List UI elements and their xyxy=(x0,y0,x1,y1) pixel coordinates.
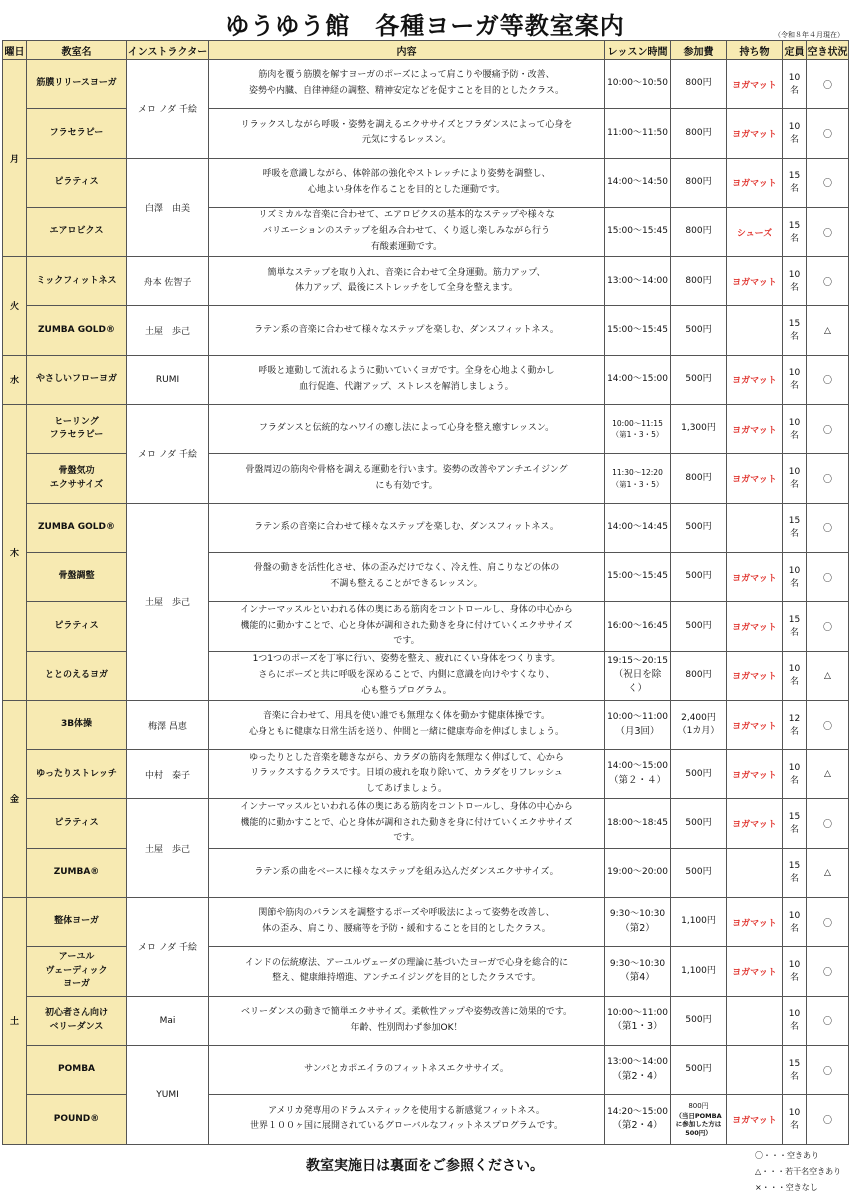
class-description: インナーマッスルといわれる体の奥にある筋肉をコントロールし、身体の中心から 機能的に動かすことで、心と身体が調和された動きを身に付けていくエクササイズ です。 xyxy=(209,799,605,848)
availability-mark: 〇 xyxy=(807,257,849,306)
items-to-bring: ヨガマット xyxy=(727,158,783,207)
availability-mark: △ xyxy=(807,750,849,799)
fee-cell xyxy=(671,996,727,1045)
capacity: 15名 xyxy=(783,306,807,355)
availability-mark: 〇 xyxy=(807,602,849,651)
instructor-name: YUMI xyxy=(127,1045,209,1144)
class-name: ヒーリング フラセラピー xyxy=(27,405,127,454)
fee-cell xyxy=(671,651,727,700)
items-to-bring: ヨガマット xyxy=(727,1095,783,1144)
class-description: 筋肉を覆う筋膜を解すヨーガのポーズによって肩こりや腰痛予防・改善、 姿勢や内臓、自律神経の調整、精神安定などを促すことを目的としたクラス。 xyxy=(209,60,605,109)
items-to-bring: ヨガマット xyxy=(727,405,783,454)
capacity: 10名 xyxy=(783,651,807,700)
availability-mark: 〇 xyxy=(807,207,849,256)
lesson-time-note: （祝日を除く） xyxy=(613,669,662,695)
fee-value: 2,400円 xyxy=(681,712,716,723)
capacity: 10名 xyxy=(783,405,807,454)
fee-value: 800円 xyxy=(685,78,712,89)
capacity: 10名 xyxy=(783,60,807,109)
lesson-time-value: 10:00〜11:00 xyxy=(607,712,668,723)
class-description: インナーマッスルといわれる体の奥にある筋肉をコントロールし、身体の中心から 機能的に動かすことで、心と身体が調和された動きを身に付けていくエクササイズ です。 xyxy=(209,602,605,651)
fee-cell xyxy=(671,552,727,601)
lesson-time-value: 15:00〜15:45 xyxy=(607,571,668,582)
instructor-name: 土屋 歩己 xyxy=(127,306,209,355)
class-description: ベリーダンスの動きで簡単エクササイズ。柔軟性アップや姿勢改善に効果的です。 年齢、性別問わず参加OK！ xyxy=(209,996,605,1045)
capacity: 10名 xyxy=(783,947,807,996)
fee-note: （1カ月） xyxy=(677,726,720,736)
fee-value: 800円 xyxy=(685,226,712,237)
class-name: ZUMBA GOLD® xyxy=(27,503,127,552)
class-description: 呼吸と連動して流れるように動いていくヨガです。全身を心地よく動かし 血行促進、代謝アップ、ストレスを解消しましょう。 xyxy=(209,355,605,404)
items-to-bring: ヨガマット xyxy=(727,799,783,848)
header-day: 曜日 xyxy=(3,41,27,60)
lesson-time xyxy=(605,898,671,947)
lesson-time xyxy=(605,848,671,897)
class-description: 骨盤の動きを活性化させ、体の歪みだけでなく、冷え性、肩こりなどの体の 不調も整えることができるレッスン。 xyxy=(209,552,605,601)
fee-cell xyxy=(671,257,727,306)
availability-mark: 〇 xyxy=(807,355,849,404)
class-name: ピラティス xyxy=(27,602,127,651)
class-description: 簡単なステップを取り入れ、音楽に合わせて全身運動。筋力アップ、 体力アップ、最後にストレッチをして全身を整えます。 xyxy=(209,257,605,306)
class-name: 3B体操 xyxy=(27,700,127,749)
class-description: フラダンスと伝統的なハワイの癒し法によって心身を整え癒すレッスン。 xyxy=(209,405,605,454)
capacity: 10名 xyxy=(783,355,807,404)
fee-cell xyxy=(671,1045,727,1094)
lesson-time xyxy=(605,257,671,306)
schedule-table xyxy=(2,40,849,1145)
fee-value: 1,100円 xyxy=(681,916,716,927)
instructor-name: メロ ノダ 千絵 xyxy=(127,405,209,504)
class-name: 骨盤調整 xyxy=(27,552,127,601)
table-row xyxy=(3,306,849,355)
capacity: 10名 xyxy=(783,257,807,306)
capacity: 15名 xyxy=(783,158,807,207)
as-of-date: （令和８年４月現在） xyxy=(774,31,844,39)
table-row xyxy=(3,700,849,749)
instructor-name: 中村 泰子 xyxy=(127,750,209,799)
class-description: ゆったりとした音楽を聴きながら、カラダの筋肉を無理なく伸ばして、心から リラックスするクラスです。日頃の疲れを取り除いて、カラダをリフレッシュ してあげましょう。 xyxy=(209,750,605,799)
fee-cell xyxy=(671,700,727,749)
lesson-time-value: 13:00〜14:00 xyxy=(607,275,668,286)
lesson-time xyxy=(605,1095,671,1144)
lesson-time xyxy=(605,947,671,996)
table-row xyxy=(3,898,849,947)
items-to-bring: ヨガマット xyxy=(727,651,783,700)
lesson-time xyxy=(605,109,671,158)
items-to-bring xyxy=(727,503,783,552)
class-name: ゆったりストレッチ xyxy=(27,750,127,799)
lesson-time xyxy=(605,355,671,404)
lesson-time-value: 11:30〜12:20 xyxy=(612,468,663,478)
availability-mark: 〇 xyxy=(807,1045,849,1094)
lesson-time-value: 10:00〜11:00 xyxy=(607,1007,668,1018)
class-name: ピラティス xyxy=(27,158,127,207)
availability-mark: 〇 xyxy=(807,898,849,947)
instructor-name: 梅澤 昌恵 xyxy=(127,700,209,749)
lesson-time-note: （月3回） xyxy=(615,725,660,737)
availability-mark: 〇 xyxy=(807,996,849,1045)
header-lesson-time: レッスン時間 xyxy=(605,41,671,60)
class-description: インドの伝統療法、アーユルヴェーダの理論に基づいたヨーガで心身を総合的に 整え、健康維持増進、アンチエイジングを目的としたクラスです。 xyxy=(209,947,605,996)
instructor-name: 白澤 由美 xyxy=(127,158,209,257)
items-to-bring: ヨガマット xyxy=(727,750,783,799)
fee-value: 800円 xyxy=(688,1102,709,1111)
capacity: 15名 xyxy=(783,1045,807,1094)
lesson-time-note: （第1・3） xyxy=(612,1021,663,1033)
fee-value: 500円 xyxy=(685,1015,712,1026)
lesson-time xyxy=(605,503,671,552)
lesson-time-value: 19:15〜20:15 xyxy=(607,655,668,666)
fee-cell xyxy=(671,355,727,404)
lesson-time xyxy=(605,158,671,207)
header-availability: 空き状況 xyxy=(807,41,849,60)
lesson-time xyxy=(605,799,671,848)
class-description: リズミカルな音楽に合わせて、エアロビクスの基本的なステップや様々な バリエーションのステップを組み合わせて、くり返し楽しみながら行う 有酸素運動です。 xyxy=(209,207,605,256)
items-to-bring xyxy=(727,848,783,897)
table-row xyxy=(3,405,849,454)
day-cell: 水 xyxy=(3,355,27,404)
lesson-time-note: （第2・4） xyxy=(612,1070,663,1082)
lesson-time xyxy=(605,454,671,503)
table-row xyxy=(3,799,849,848)
fee-cell xyxy=(671,898,727,947)
availability-mark: 〇 xyxy=(807,109,849,158)
class-name: やさしいフローヨガ xyxy=(27,355,127,404)
instructor-name: Mai xyxy=(127,996,209,1045)
lesson-time-value: 9:30〜10:30 xyxy=(609,909,666,920)
lesson-time xyxy=(605,700,671,749)
lesson-time-value: 16:00〜16:45 xyxy=(607,620,668,631)
fee-value: 800円 xyxy=(685,275,712,286)
fee-value: 500円 xyxy=(685,768,712,779)
class-name: 初心者さん向け ベリーダンス xyxy=(27,996,127,1045)
fee-cell xyxy=(671,848,727,897)
capacity: 10名 xyxy=(783,996,807,1045)
class-description: 音楽に合わせて、用具を使い誰でも無理なく体を動かす健康体操です。 心身ともに健康な日常生活を送り、仲間と一緒に健康寿命を伸ばしましょう。 xyxy=(209,700,605,749)
items-to-bring: ヨガマット xyxy=(727,602,783,651)
class-description: 関節や筋肉のバランスを調整するポーズや呼吸法によって姿勢を改善し、 体の歪み、肩こり、腰痛等を予防・緩和することを目的としたクラス。 xyxy=(209,898,605,947)
capacity: 15名 xyxy=(783,602,807,651)
legend-full: ×・・・空きなし xyxy=(755,1183,818,1192)
class-description: ラテン系の曲をベースに様々なステップを組み込んだダンスエクササイズ。 xyxy=(209,848,605,897)
day-cell: 火 xyxy=(3,257,27,356)
day-cell: 月 xyxy=(3,60,27,257)
table-row xyxy=(3,158,849,207)
fee-cell xyxy=(671,503,727,552)
availability-mark: △ xyxy=(807,306,849,355)
fee-value: 500円 xyxy=(685,867,712,878)
class-name: 骨盤気功 エクササイズ xyxy=(27,454,127,503)
fee-cell xyxy=(671,602,727,651)
availability-mark: 〇 xyxy=(807,947,849,996)
class-name: POMBA xyxy=(27,1045,127,1094)
lesson-time-value: 15:00〜15:45 xyxy=(607,226,668,237)
availability-mark: △ xyxy=(807,848,849,897)
capacity: 15名 xyxy=(783,848,807,897)
lesson-time-value: 13:00〜14:00 xyxy=(607,1057,668,1068)
availability-mark: 〇 xyxy=(807,405,849,454)
capacity: 12名 xyxy=(783,700,807,749)
lesson-time-note: （第2） xyxy=(620,922,655,934)
availability-legend xyxy=(755,1148,841,1196)
capacity: 10名 xyxy=(783,1095,807,1144)
items-to-bring xyxy=(727,306,783,355)
fee-value: 800円 xyxy=(685,669,712,680)
class-description: ラテン系の音楽に合わせて様々なステップを楽しむ、ダンスフィットネス。 xyxy=(209,503,605,552)
class-name: フラセラピー xyxy=(27,109,127,158)
table-row xyxy=(3,355,849,404)
lesson-time xyxy=(605,1045,671,1094)
items-to-bring: ヨガマット xyxy=(727,552,783,601)
lesson-time xyxy=(605,207,671,256)
fee-value: 500円 xyxy=(685,571,712,582)
header-fee: 参加費 xyxy=(671,41,727,60)
items-to-bring xyxy=(727,996,783,1045)
availability-mark: △ xyxy=(807,651,849,700)
class-description: 呼吸を意識しながら、体幹部の強化やストレッチにより姿勢を調整し、 心地よい身体を作ることを目的とした運動です。 xyxy=(209,158,605,207)
fee-cell xyxy=(671,454,727,503)
items-to-bring: ヨガマット xyxy=(727,60,783,109)
class-name: ピラティス xyxy=(27,799,127,848)
class-description: ラテン系の音楽に合わせて様々なステップを楽しむ、ダンスフィットネス。 xyxy=(209,306,605,355)
instructor-name: メロ ノダ 千絵 xyxy=(127,898,209,997)
capacity: 10名 xyxy=(783,898,807,947)
fee-cell xyxy=(671,306,727,355)
class-name: エアロビクス xyxy=(27,207,127,256)
table-row xyxy=(3,750,849,799)
capacity: 10名 xyxy=(783,750,807,799)
page-title: ゆうゆう館 各種ヨーガ等教室案内 xyxy=(225,12,625,40)
lesson-time-value: 10:00〜10:50 xyxy=(607,78,668,89)
fee-value: 800円 xyxy=(685,472,712,483)
header-class-name: 教室名 xyxy=(27,41,127,60)
availability-mark: 〇 xyxy=(807,60,849,109)
fee-cell xyxy=(671,207,727,256)
capacity: 10名 xyxy=(783,109,807,158)
header-content: 内容 xyxy=(209,41,605,60)
availability-mark: 〇 xyxy=(807,799,849,848)
table-row xyxy=(3,996,849,1045)
fee-cell xyxy=(671,1095,727,1144)
day-cell: 金 xyxy=(3,700,27,897)
lesson-time-note: （第1・3・5） xyxy=(611,479,664,489)
lesson-time xyxy=(605,552,671,601)
class-name: ZUMBA GOLD® xyxy=(27,306,127,355)
fee-value: 500円 xyxy=(685,817,712,828)
capacity: 15名 xyxy=(783,503,807,552)
table-row xyxy=(3,60,849,109)
availability-mark: 〇 xyxy=(807,454,849,503)
capacity: 10名 xyxy=(783,552,807,601)
header-capacity: 定員 xyxy=(783,41,807,60)
availability-mark: 〇 xyxy=(807,552,849,601)
lesson-time-value: 15:00〜15:45 xyxy=(607,324,668,335)
class-name: 筋膜リリースヨーガ xyxy=(27,60,127,109)
class-description: サンバとカポエイラのフィットネスエクササイズ。 xyxy=(209,1045,605,1094)
legend-few-left: △・・・若干名空きあり xyxy=(755,1167,842,1176)
instructor-name: RUMI xyxy=(127,355,209,404)
table-row xyxy=(3,503,849,552)
availability-mark: 〇 xyxy=(807,503,849,552)
fee-cell xyxy=(671,158,727,207)
class-name: ZUMBA® xyxy=(27,848,127,897)
lesson-time-note: （第4） xyxy=(620,972,655,984)
class-description: アメリカ発専用のドラムスティックを使用する新感覚フィットネス。 世界１００ヶ国に展開されているグローバルなフィットネスプログラムです。 xyxy=(209,1095,605,1144)
fee-cell xyxy=(671,109,727,158)
fee-value: 500円 xyxy=(685,1064,712,1075)
items-to-bring: ヨガマット xyxy=(727,898,783,947)
fee-cell xyxy=(671,750,727,799)
fee-value: 500円 xyxy=(685,324,712,335)
table-row xyxy=(3,257,849,306)
instructor-name: 土屋 歩己 xyxy=(127,799,209,898)
header-items: 持ち物 xyxy=(727,41,783,60)
fee-value: 500円 xyxy=(685,374,712,385)
class-description: 1つ1つのポーズを丁寧に行い、姿勢を整え、疲れにくい身体をつくります。 さらにポーズと共に呼吸を深めることで、内側に意識を向けやすくなり、 心も整うプログラム。 xyxy=(209,651,605,700)
fee-cell xyxy=(671,947,727,996)
class-name: POUND® xyxy=(27,1095,127,1144)
items-to-bring: ヨガマット xyxy=(727,355,783,404)
day-cell: 土 xyxy=(3,898,27,1144)
class-description: 骨盤周辺の筋肉や骨格を調える運動を行います。姿勢の改善やアンチエイジング にも有効です。 xyxy=(209,454,605,503)
capacity: 15名 xyxy=(783,799,807,848)
capacity: 15名 xyxy=(783,207,807,256)
instructor-name: 舟本 佐智子 xyxy=(127,257,209,306)
class-description: リラックスしながら呼吸・姿勢を調えるエクササイズとフラダンスによって心身を 元気にするレッスン。 xyxy=(209,109,605,158)
fee-note: （当日POMBA に参加した方は 500円） xyxy=(675,1111,722,1137)
lesson-time-value: 9:30〜10:30 xyxy=(609,958,666,969)
items-to-bring: ヨガマット xyxy=(727,947,783,996)
class-name: ととのえるヨガ xyxy=(27,651,127,700)
lesson-time xyxy=(605,60,671,109)
availability-mark: 〇 xyxy=(807,1095,849,1144)
fee-value: 800円 xyxy=(685,176,712,187)
lesson-time xyxy=(605,750,671,799)
day-cell: 木 xyxy=(3,405,27,701)
lesson-time-value: 19:00〜20:00 xyxy=(607,867,668,878)
items-to-bring: ヨガマット xyxy=(727,454,783,503)
fee-value: 500円 xyxy=(685,620,712,631)
lesson-time-note: （第２・４） xyxy=(608,774,666,786)
instructor-name: メロ ノダ 千絵 xyxy=(127,60,209,159)
fee-cell xyxy=(671,799,727,848)
lesson-time-value: 14:00〜15:00 xyxy=(607,374,668,385)
capacity: 10名 xyxy=(783,454,807,503)
items-to-bring: ヨガマット xyxy=(727,700,783,749)
fee-cell xyxy=(671,60,727,109)
lesson-time-value: 14:00〜14:45 xyxy=(607,522,668,533)
lesson-time xyxy=(605,602,671,651)
lesson-time-value: 14:00〜14:50 xyxy=(607,176,668,187)
availability-mark: 〇 xyxy=(807,158,849,207)
items-to-bring xyxy=(727,1045,783,1094)
items-to-bring: ヨガマット xyxy=(727,109,783,158)
lesson-time-value: 11:00〜11:50 xyxy=(607,127,668,138)
legend-available: 〇・・・空きあり xyxy=(755,1151,819,1160)
lesson-time xyxy=(605,405,671,454)
instructor-name: 土屋 歩己 xyxy=(127,503,209,700)
fee-value: 1,100円 xyxy=(681,965,716,976)
lesson-time-value: 10:00〜11:15 xyxy=(612,418,663,428)
lesson-time xyxy=(605,306,671,355)
class-name: 整体ヨーガ xyxy=(27,898,127,947)
items-shoes: シューズ xyxy=(727,207,783,256)
lesson-time xyxy=(605,996,671,1045)
table-row xyxy=(3,1045,849,1094)
fee-cell xyxy=(671,405,727,454)
lesson-time-note: （第1・3・5） xyxy=(611,430,664,440)
table-header-row xyxy=(3,41,849,60)
fee-value: 500円 xyxy=(685,522,712,533)
items-to-bring: ヨガマット xyxy=(727,257,783,306)
lesson-time xyxy=(605,651,671,700)
lesson-time-value: 14:00〜15:00 xyxy=(607,761,668,772)
footer-note: 教室実施日は裏面をご参照ください。 xyxy=(306,1158,544,1174)
fee-value: 800円 xyxy=(685,127,712,138)
class-name: アーユル ヴェーディック ヨーガ xyxy=(27,947,127,996)
availability-mark: 〇 xyxy=(807,700,849,749)
class-name: ミックフィットネス xyxy=(27,257,127,306)
header-instructor: インストラクター xyxy=(127,41,209,60)
lesson-time-note: （第2・4） xyxy=(612,1120,663,1131)
lesson-time-value: 14:20〜15:00 xyxy=(607,1106,668,1117)
lesson-time-value: 18:00〜18:45 xyxy=(607,817,668,828)
fee-value: 1,300円 xyxy=(681,423,716,434)
